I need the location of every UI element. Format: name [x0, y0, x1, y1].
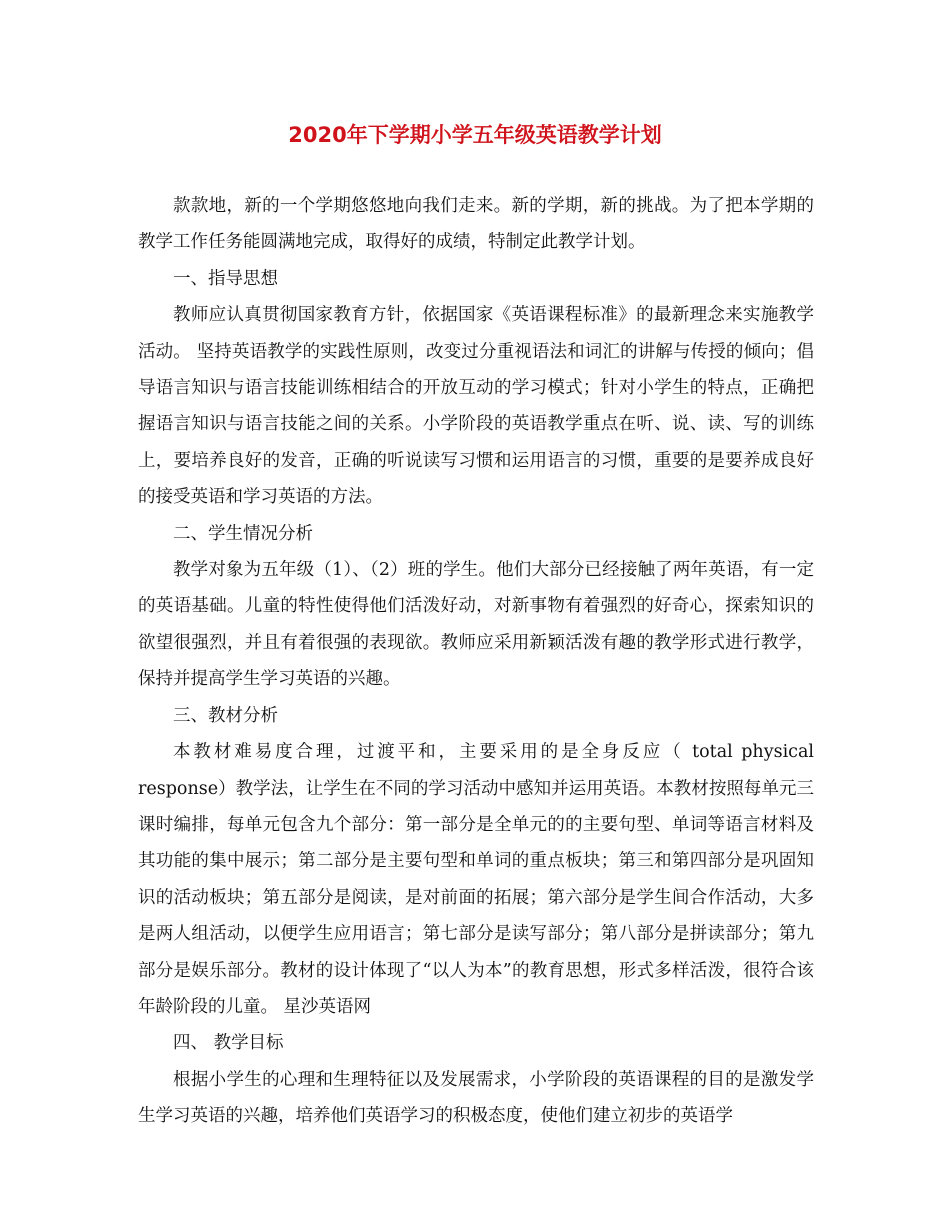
section-heading-guiding-ideology: 一、指导思想	[173, 268, 278, 289]
section-paragraph-teaching-goals: 根据小学生的心理和生理特征以及发展需求，小学阶段的英语课程的目的是激发学生学习英语的兴趣，培养他们英语学习的积极态度，使他们建立初步的英语学	[138, 1069, 814, 1127]
section-heading-teaching-goals: 四、 教学目标	[173, 1033, 284, 1054]
section-heading-student-analysis: 二、学生情况分析	[173, 523, 313, 544]
section-heading-textbook-analysis: 三、教材分析	[173, 705, 278, 726]
document-title: 2020年下学期小学五年级英语教学计划	[288, 123, 662, 147]
intro-paragraph: 款款地，新的一个学期悠悠地向我们走来。新的学期，新的挑战。为了把本学期的教学工作任务能圆满地完成，取得好的成绩，特制定此教学计划。	[138, 196, 814, 253]
section-paragraph-textbook-analysis: 本教材难易度合理，过渡平和，主要采用的是全身反应（ total physical response）教学法，让学生在不同的学习活动中感知并运用英语。本教材按照每单元三课时编排，每单元包含九个部分：第一部分是全单元的的主要句型、单词等语言材料及其功能的集中展示；第二部分是主要句型和单词的重点板块；第三和第四部分是巩固知识的活动板块；第五部分是阅读，是对前面的拓展；第六部分是学生间合作活动，大多是两人组活动，以便学生应用语言；第七部分是读写部分；第八部分是拼读部分；第九部分是娱乐部分。教材的设计体现了“以人为本”的教育思想，形式多样活泼，很符合该年龄阶段的儿童。 星沙英语网	[138, 742, 814, 1017]
section-paragraph-student-analysis: 教学对象为五年级（1）、（2）班的学生。他们大部分已经接触了两年英语，有一定的英语基础。儿童的特性使得他们活泼好动，对新事物有着强烈的好奇心，探索知识的欲望很强烈，并且有着很强的表现欲。教师应采用新颖活泼有趣的教学形式进行教学，保持并提高学生学习英语的兴趣。	[138, 560, 814, 690]
section-paragraph-guiding-ideology: 教师应认真贯彻国家教育方针，依据国家《英语课程标准》的最新理念来实施教学活动。 坚持英语教学的实践性原则，改变过分重视语法和词汇的讲解与传授的倾向；倡导语言知识与语言技能训练相结合的开放互动的学习模式；针对小学生的特点，正确把握语言知识与语言技能之间的关系。小学阶段的英语教学重点在听、说、读、写的训练上，要培养良好的发音，正确的听说读写习惯和运用语言的习惯，重要的是要养成良好的接受英语和学习英语的方法。	[138, 305, 814, 508]
document-body	[138, 188, 814, 1135]
